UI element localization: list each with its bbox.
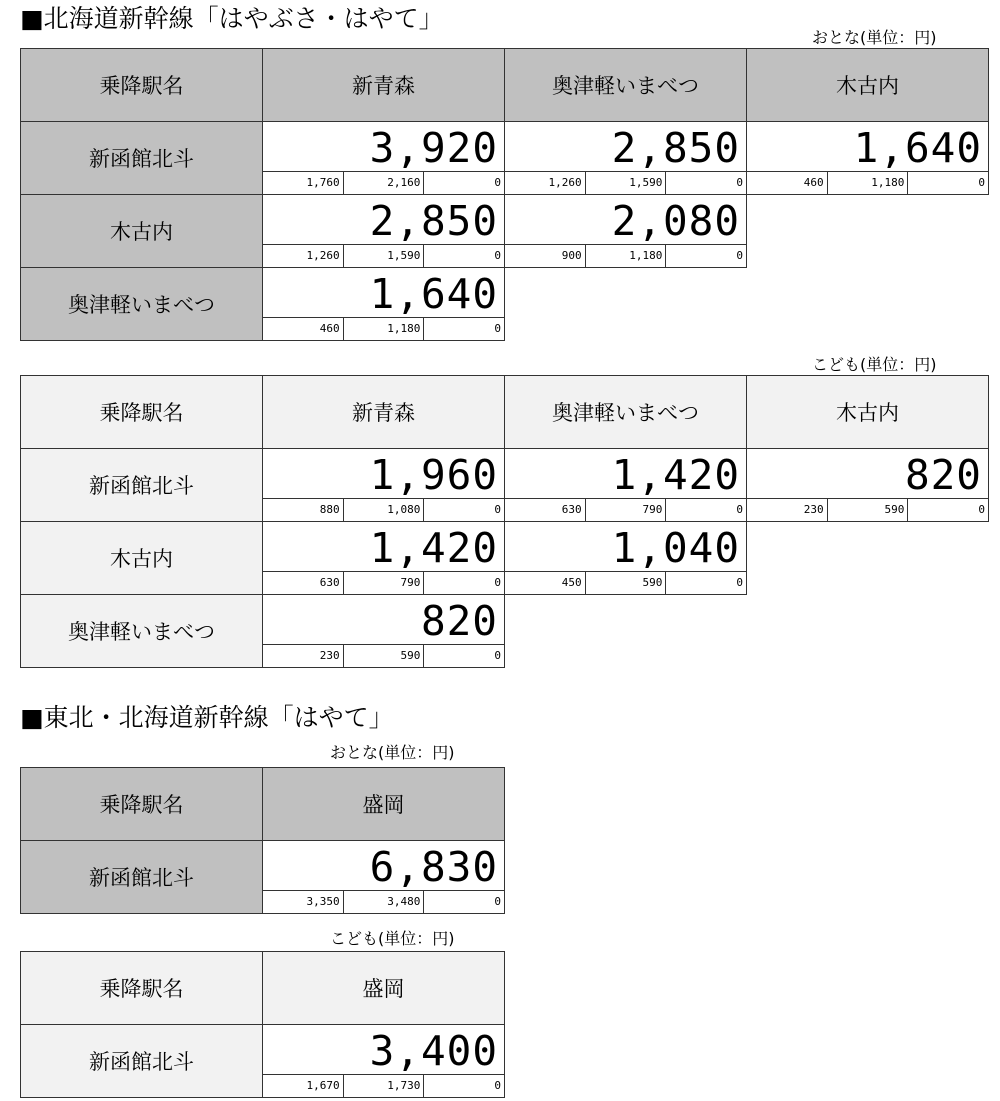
empty-cell (747, 268, 989, 341)
column-header-station: 奥津軽いまべつ (505, 49, 747, 122)
fare-breakdown-value: 3,350 (306, 895, 340, 908)
unit-label-child: こども(単位：円) (330, 929, 455, 948)
total-fare: 1,420 (369, 524, 498, 572)
section-title: ■東北・北海道新幹線「はやて」 (20, 703, 394, 732)
fare-breakdown-value: 590 (827, 499, 908, 521)
row-header-station: 新函館北斗 (21, 449, 263, 522)
fare-cell (263, 449, 505, 522)
fare-cell (263, 1025, 505, 1098)
fare-breakdown-value: 460 (803, 176, 824, 189)
total-fare: 1,640 (853, 124, 982, 172)
fare-table-adult (20, 48, 989, 341)
station-header: 乗降駅名 (21, 768, 263, 841)
fare-breakdown-value: 590 (585, 572, 666, 594)
fare-cell (747, 122, 989, 195)
fare-cell (505, 449, 747, 522)
fare-breakdown (263, 498, 504, 521)
fare-cell (505, 122, 747, 195)
row-header-station: 新函館北斗 (21, 841, 263, 914)
unit-label-child: こども(単位：円) (812, 355, 937, 374)
table-row (21, 122, 989, 195)
fare-breakdown-value: 0 (423, 1075, 504, 1097)
fare-breakdown-value: 0 (423, 499, 504, 521)
fare-cell (263, 841, 505, 914)
fare-breakdown-value: 0 (423, 318, 504, 340)
fare-breakdown-value: 0 (423, 172, 504, 194)
fare-breakdown (263, 644, 504, 667)
fare-cell-content (505, 522, 746, 594)
fare-breakdown-value: 3,480 (343, 891, 424, 913)
table-row (21, 195, 989, 268)
fare-cell-content (263, 1025, 504, 1097)
empty-cell (505, 595, 747, 668)
total-fare: 1,960 (369, 451, 498, 499)
fare-cell (505, 195, 747, 268)
fare-breakdown-value: 1,180 (827, 172, 908, 194)
column-header-station: 新青森 (263, 49, 505, 122)
column-header-station: 奥津軽いまべつ (505, 376, 747, 449)
fare-breakdown (505, 171, 746, 194)
fare-breakdown-value: 0 (423, 245, 504, 267)
header-row (21, 49, 989, 122)
fare-breakdown-value: 0 (665, 572, 746, 594)
table-row (21, 841, 505, 914)
total-fare: 1,420 (611, 451, 740, 499)
fare-breakdown (747, 498, 988, 521)
fare-breakdown-value: 1,260 (548, 176, 582, 189)
fare-breakdown (263, 171, 504, 194)
fare-breakdown-value: 630 (561, 503, 582, 516)
fare-breakdown-value: 0 (423, 645, 504, 667)
total-fare: 2,080 (611, 197, 740, 245)
fare-breakdown-value: 1,180 (343, 318, 424, 340)
table-row (21, 595, 989, 668)
fare-breakdown (505, 498, 746, 521)
fare-cell-content (263, 268, 504, 340)
empty-cell (747, 595, 989, 668)
fare-breakdown-value: 1,760 (306, 176, 340, 189)
header-row (21, 768, 505, 841)
table-row (21, 268, 989, 341)
fare-cell-content (505, 195, 746, 267)
fare-cell-content (263, 595, 504, 667)
total-fare: 6,830 (369, 843, 498, 891)
fare-breakdown (263, 890, 504, 913)
fare-cell (747, 449, 989, 522)
fare-breakdown-value: 1,590 (343, 245, 424, 267)
empty-cell (747, 195, 989, 268)
fare-breakdown (263, 571, 504, 594)
fare-breakdown-value: 880 (319, 503, 340, 516)
fare-breakdown-value: 900 (561, 249, 582, 262)
unit-label-adult: おとな(単位：円) (812, 28, 937, 47)
total-fare: 3,400 (369, 1027, 498, 1075)
total-fare: 1,040 (611, 524, 740, 572)
column-header-station: 盛岡 (263, 768, 505, 841)
fare-cell-content (263, 841, 504, 913)
fare-breakdown-value: 790 (585, 499, 666, 521)
header-row (21, 952, 505, 1025)
fare-cell-content (505, 449, 746, 521)
total-fare: 820 (904, 451, 982, 499)
fare-cell-content (263, 449, 504, 521)
fare-breakdown (505, 571, 746, 594)
fare-cell (263, 122, 505, 195)
fare-breakdown-value: 0 (665, 499, 746, 521)
row-header-station: 新函館北斗 (21, 1025, 263, 1098)
fare-table-child (20, 951, 505, 1098)
table-row (21, 449, 989, 522)
fare-cell (263, 595, 505, 668)
station-header: 乗降駅名 (21, 376, 263, 449)
fare-breakdown-value: 2,160 (343, 172, 424, 194)
fare-cell (263, 195, 505, 268)
fare-table-adult (20, 767, 505, 914)
total-fare: 3,920 (369, 124, 498, 172)
section-title: ■北海道新幹線「はやぶさ・はやて」 (20, 4, 444, 33)
fare-breakdown (505, 244, 746, 267)
fare-breakdown-value: 0 (423, 891, 504, 913)
row-header-station: 新函館北斗 (21, 122, 263, 195)
row-header-station: 奥津軽いまべつ (21, 268, 263, 341)
row-header-station: 木古内 (21, 195, 263, 268)
fare-cell-content (263, 195, 504, 267)
fare-breakdown-value: 1,730 (343, 1075, 424, 1097)
fare-cell-content (263, 522, 504, 594)
fare-breakdown-value: 0 (907, 499, 988, 521)
total-fare: 1,640 (369, 270, 498, 318)
row-header-station: 奥津軽いまべつ (21, 595, 263, 668)
fare-breakdown (747, 171, 988, 194)
fare-breakdown-value: 0 (665, 245, 746, 267)
fare-breakdown-value: 1,590 (585, 172, 666, 194)
row-header-station: 木古内 (21, 522, 263, 595)
fare-breakdown (263, 1074, 504, 1097)
column-header-station: 新青森 (263, 376, 505, 449)
fare-cell (505, 522, 747, 595)
fare-table-child (20, 375, 989, 668)
fare-breakdown-value: 460 (319, 322, 340, 335)
total-fare: 2,850 (369, 197, 498, 245)
unit-label-adult: おとな(単位：円) (330, 743, 455, 762)
fare-breakdown-value: 1,180 (585, 245, 666, 267)
column-header-station: 盛岡 (263, 952, 505, 1025)
empty-cell (747, 522, 989, 595)
fare-cell (263, 522, 505, 595)
fare-breakdown-value: 590 (343, 645, 424, 667)
fare-cell-content (263, 122, 504, 194)
empty-cell (505, 268, 747, 341)
fare-breakdown-value: 1,080 (343, 499, 424, 521)
station-header: 乗降駅名 (21, 49, 263, 122)
table-row (21, 522, 989, 595)
header-row (21, 376, 989, 449)
total-fare: 820 (420, 597, 498, 645)
fare-cell-content (505, 122, 746, 194)
fare-breakdown-value: 230 (319, 649, 340, 662)
table-row (21, 1025, 505, 1098)
fare-breakdown-value: 0 (907, 172, 988, 194)
fare-breakdown-value: 450 (561, 576, 582, 589)
fare-cell-content (747, 449, 988, 521)
fare-breakdown-value: 0 (423, 572, 504, 594)
fare-breakdown-value: 1,670 (306, 1079, 340, 1092)
fare-breakdown (263, 317, 504, 340)
fare-breakdown-value: 630 (319, 576, 340, 589)
fare-breakdown-value: 0 (665, 172, 746, 194)
station-header: 乗降駅名 (21, 952, 263, 1025)
fare-cell (263, 268, 505, 341)
fare-breakdown-value: 1,260 (306, 249, 340, 262)
fare-breakdown-value: 230 (803, 503, 824, 516)
fare-breakdown-value: 790 (343, 572, 424, 594)
fare-breakdown (263, 244, 504, 267)
column-header-station: 木古内 (747, 376, 989, 449)
total-fare: 2,850 (611, 124, 740, 172)
column-header-station: 木古内 (747, 49, 989, 122)
fare-cell-content (747, 122, 988, 194)
